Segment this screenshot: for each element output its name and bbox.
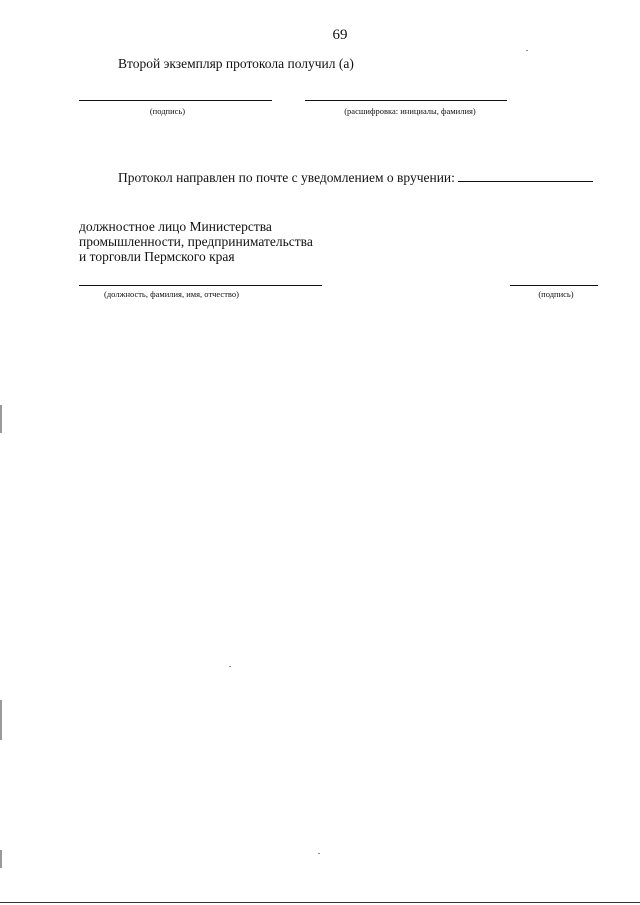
scan-speck	[526, 50, 528, 51]
official-position-caption: (должность, фамилия, имя, отчество)	[104, 289, 239, 299]
mail-blank-line	[458, 181, 593, 182]
scan-edge-mark	[0, 405, 2, 433]
scan-bottom-edge	[0, 902, 640, 903]
official-signature-caption: (подпись)	[538, 289, 574, 299]
scan-edge-mark	[0, 850, 2, 868]
mail-statement-text: Протокол направлен по почте с уведомлением о вручении:	[118, 170, 455, 185]
receipt-decoding-line	[305, 100, 507, 101]
official-line-1: должностное лицо Министерства	[79, 219, 272, 234]
receipt-signature-line	[79, 100, 272, 101]
scan-speck	[318, 853, 320, 854]
mail-statement	[118, 170, 593, 186]
receipt-signature-caption: (подпись)	[149, 106, 186, 116]
scan-speck	[229, 666, 231, 667]
official-line-3: и торговли Пермского края	[79, 249, 235, 264]
receipt-decoding-caption: (расшифровка: инициалы, фамилия)	[344, 106, 476, 116]
scan-edge-mark	[0, 700, 2, 740]
official-line-2: промышленности, предпринимательства	[79, 234, 313, 249]
official-signature-line	[510, 285, 598, 286]
page-number: 69	[332, 27, 348, 43]
official-position-line	[79, 285, 322, 286]
receipt-statement: Второй экземпляр протокола получил (а)	[118, 56, 354, 71]
